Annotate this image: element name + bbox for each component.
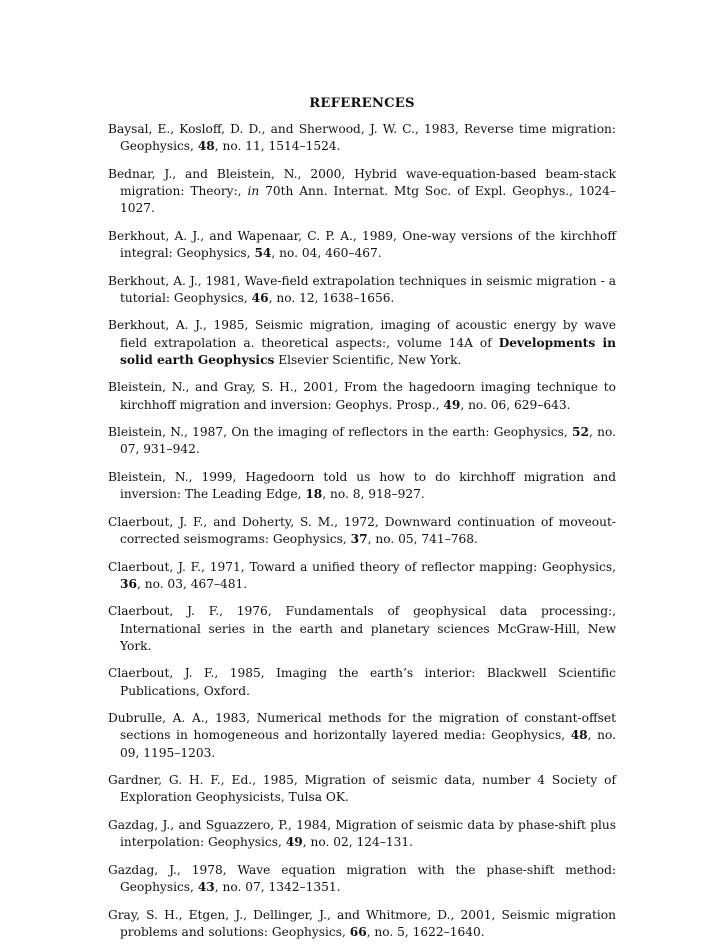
reference-volume: 43	[197, 879, 215, 894]
reference-text: Gray, S. H., Etgen, J., Dellinger, J., and Whitmore, D., 2001, Seismic migration problems and solutions: Geophysics,	[108, 907, 616, 939]
reference-text: , no. 05, 741–768.	[367, 531, 478, 546]
reference-volume: 49	[443, 397, 461, 412]
reference-entry	[108, 559, 616, 593]
reference-entry	[108, 710, 616, 762]
reference-text: Elsevier Scientific, New York.	[274, 352, 462, 367]
reference-text: , no. 04, 460–467.	[271, 246, 382, 260]
reference-text: Gazdag, J., 1978, Wave equation migration with the phase-shift method: Geophysics,	[108, 862, 616, 894]
reference-volume: 48	[570, 728, 588, 743]
reference-text: Gardner, G. H. F., Ed., 1985, Migration of seismic data, number 4 Society of Exploration Geophysicists, Tulsa OK.	[108, 773, 616, 805]
reference-text: , no. 11, 1514–1524.	[214, 139, 341, 154]
reference-volume: 66	[349, 924, 367, 939]
reference-text: Bleistein, N., 1999, Hagedoorn told us how to do kirchhoff migration and inversion: The Leading Edge,	[108, 469, 616, 502]
reference-volume: 49	[285, 835, 303, 850]
reference-text: , no. 5, 1622–1640.	[366, 924, 485, 939]
reference-text: Berkhout, A. J., 1981, Wave-field extrapolation techniques in seismic migration - a tutorial: Geophysics,	[108, 273, 616, 305]
reference-text: , no. 02, 124–131.	[302, 835, 413, 850]
reference-text: , no. 12, 1638–1656.	[268, 290, 395, 305]
reference-text: Claerbout, J. F., and Doherty, S. M., 1972, Downward continuation of moveout-corrected seismograms: Geophysics,	[108, 514, 616, 546]
reference-entry	[108, 907, 616, 941]
reference-entry	[108, 862, 616, 896]
reference-text: , no. 09, 1195–1203.	[120, 728, 616, 760]
reference-text: Claerbout, J. F., 1976, Fundamentals of geophysical data processing:, International series in the earth and planetary sciences McGraw-Hill, New York.	[108, 604, 616, 653]
reference-entry	[108, 379, 616, 413]
reference-entry	[108, 424, 616, 458]
reference-entry	[108, 469, 616, 503]
reference-page	[108, 96, 616, 951]
reference-entry	[108, 817, 616, 851]
reference-volume: 46	[251, 290, 269, 305]
reference-text: , no. 06, 629–643.	[460, 397, 571, 412]
reference-text: Gazdag, J., and Sguazzero, P., 1984, Migration of seismic data by phase-shift plus interpolation: Geophysics,	[108, 817, 616, 850]
reference-entry	[108, 772, 616, 806]
reference-text: Dubrulle, A. A., 1983, Numerical methods for the migration of constant-offset sections in homogeneous and horizontally layered media: Geophysics,	[108, 711, 616, 743]
reference-entry	[108, 228, 616, 262]
references-heading: REFERENCES	[309, 96, 415, 111]
reference-text: Berkhout, A. J., and Wapenaar, C. P. A., 1989, One-way versions of the kirchhoff integral: Geophysics,	[108, 228, 616, 260]
reference-text: , no. 8, 918–927.	[322, 487, 425, 502]
reference-text: Berkhout, A. J., 1985, Seismic migration, imaging of acoustic energy by wave field extrapolation a. theoretical aspects:, volume 14A of	[108, 318, 616, 350]
reference-text: Bleistein, N., 1987, On the imaging of reflectors in the earth: Geophysics,	[108, 425, 572, 440]
reference-text: Bleistein, N., and Gray, S. H., 2001, From the hagedoorn imaging technique to kirchhoff migration and inversion: Geophys. Prosp.,	[108, 380, 616, 412]
reference-text: , no. 07, 931–942.	[120, 425, 616, 457]
reference-volume: 54	[254, 246, 272, 260]
reference-volume: 52	[572, 425, 589, 440]
reference-volume: 18	[305, 487, 323, 502]
reference-entry	[108, 273, 616, 307]
reference-italic: in	[247, 184, 260, 198]
reference-entry	[108, 166, 616, 218]
reference-entry	[108, 665, 616, 699]
reference-entry	[108, 603, 616, 655]
reference-text: , no. 07, 1342–1351.	[214, 879, 341, 894]
reference-list	[108, 121, 616, 941]
reference-text: Bednar, J., and Bleistein, N., 2000, Hybrid wave-equation-based beam-stack migration: Theory:,	[108, 166, 616, 198]
reference-text: Claerbout, J. F., 1971, Toward a unified theory of reflector mapping: Geophysics,	[108, 559, 616, 574]
reference-volume: 37	[350, 531, 368, 546]
reference-text: 70th Ann. Internat. Mtg Soc. of Expl. Geophys., 1024–1027.	[120, 184, 616, 216]
reference-entry	[108, 317, 616, 369]
reference-entry	[108, 514, 616, 548]
reference-text: Claerbout, J. F., 1985, Imaging the earth’s interior: Blackwell Scientific Publications, Oxford.	[108, 666, 616, 698]
reference-volume: 48	[197, 139, 215, 154]
reference-text: , no. 03, 467–481.	[136, 576, 248, 591]
reference-text: Baysal, E., Kosloff, D. D., and Sherwood, J. W. C., 1983, Reverse time migration: Geophysics,	[108, 122, 616, 154]
reference-volume: Developments in solid earth Geophysics	[120, 335, 616, 367]
reference-entry	[108, 121, 616, 155]
reference-volume: 36	[120, 576, 137, 591]
